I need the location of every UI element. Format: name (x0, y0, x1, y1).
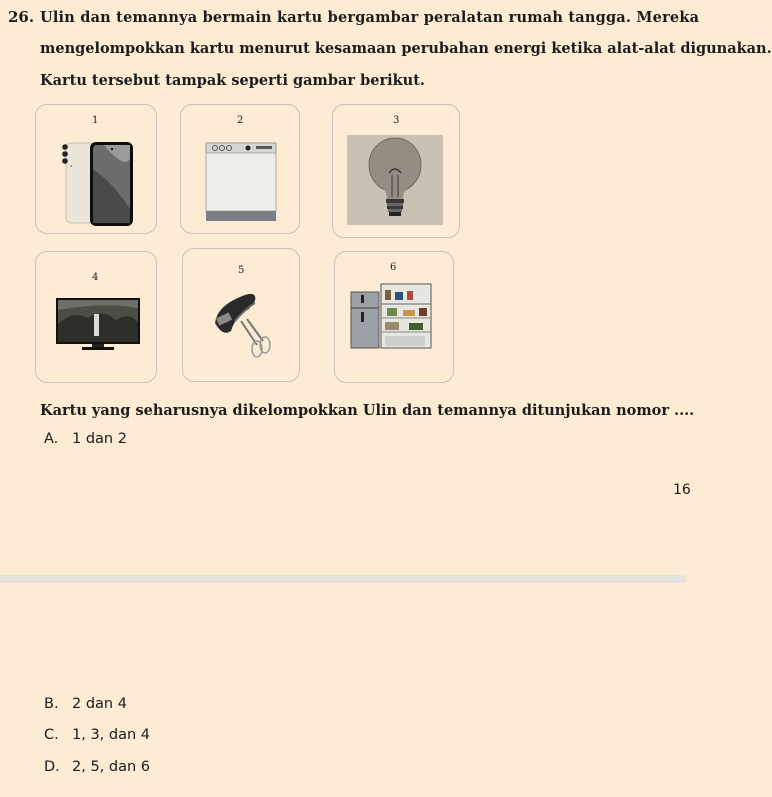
card-1-number: 1 (92, 115, 99, 126)
card-4 (35, 251, 157, 383)
hand-mixer-image (205, 287, 285, 367)
card-5-number: 5 (238, 265, 245, 276)
page-divider (0, 575, 686, 583)
option-letter: D. (44, 759, 60, 775)
option-c[interactable] (44, 727, 150, 743)
question-line-2: mengelompokkan kartu menurut kesamaan perubahan energi ketika alat-alat digunakan. (40, 40, 772, 57)
option-d[interactable] (44, 759, 150, 775)
option-text: 2 dan 4 (72, 696, 127, 712)
smartphone-image (54, 139, 144, 229)
page-number: 16 (673, 482, 691, 498)
page-2 (0, 583, 686, 797)
question-line-3: Kartu tersebut tampak seperti gambar berikut. (40, 72, 425, 89)
card-6-number: 6 (390, 262, 397, 273)
question-stem: Kartu yang seharusnya dikelompokkan Ulin dan temannya ditunjukan nomor .... (40, 402, 695, 419)
washing-machine-image (201, 139, 281, 225)
light-bulb-image (347, 135, 443, 225)
option-text: 1, 3, dan 4 (72, 727, 151, 743)
option-letter: C. (44, 727, 59, 743)
card-2-number: 2 (237, 115, 244, 126)
option-b[interactable] (44, 696, 127, 712)
card-3 (332, 104, 460, 238)
card-5 (182, 248, 300, 382)
option-text: 2, 5, dan 6 (72, 759, 151, 775)
card-3-number: 3 (393, 115, 400, 126)
option-a[interactable] (44, 431, 127, 447)
television-image (54, 296, 144, 354)
card-1 (35, 104, 157, 234)
option-text: 1 dan 2 (72, 431, 127, 447)
option-letter: B. (44, 696, 59, 712)
card-6 (334, 251, 454, 383)
option-letter: A. (44, 431, 59, 447)
card-2 (180, 104, 300, 234)
question-line-1: Ulin dan temannya bermain kartu bergambar peralatan rumah tangga. Mereka (40, 9, 700, 26)
refrigerator-image (349, 282, 435, 352)
card-4-number: 4 (92, 272, 99, 283)
question-number: 26. (8, 8, 35, 26)
